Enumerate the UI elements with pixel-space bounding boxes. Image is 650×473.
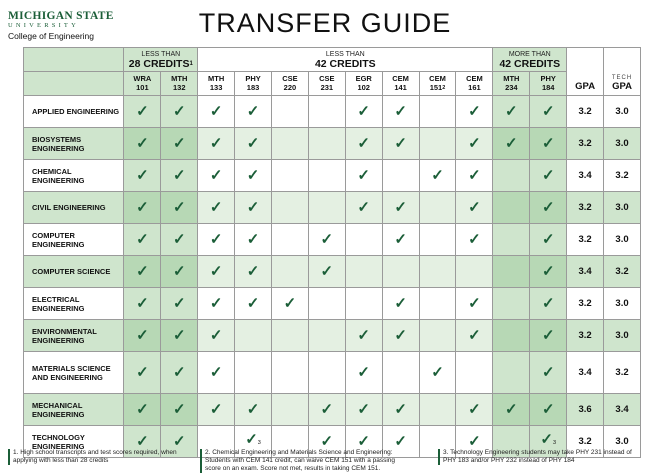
- requirement-cell: [161, 256, 198, 288]
- requirement-cell: [161, 192, 198, 224]
- tech-gpa-value: 3.4: [604, 394, 641, 426]
- check-icon: ✓: [246, 103, 260, 120]
- check-icon: ✓: [431, 364, 444, 381]
- check-icon: ✓: [320, 401, 334, 418]
- tech-gpa-value: 3.2: [604, 256, 641, 288]
- requirement-cell: [530, 288, 567, 320]
- check-icon: ✓: [136, 263, 149, 280]
- requirement-cell: [530, 352, 567, 394]
- requirement-cell: [198, 192, 235, 224]
- requirement-cell: [456, 256, 493, 288]
- requirement-cell: [493, 394, 530, 426]
- requirement-cell: [419, 224, 456, 256]
- requirement-cell: [456, 224, 493, 256]
- requirement-cell: [235, 320, 272, 352]
- footnote-ref: 3: [257, 440, 261, 446]
- requirement-cell: [493, 128, 530, 160]
- check-icon: ✓: [468, 327, 481, 344]
- requirement-cell: [235, 192, 272, 224]
- requirement-cell: [161, 160, 198, 192]
- gpa-value: 3.2: [567, 288, 604, 320]
- check-icon: ✓: [357, 433, 370, 450]
- check-icon: ✓: [246, 231, 260, 248]
- requirement-cell: [456, 352, 493, 394]
- requirement-cell: [419, 320, 456, 352]
- check-icon: ✓: [172, 401, 186, 418]
- requirement-cell: [345, 224, 382, 256]
- tech-gpa-value: 3.0: [604, 96, 641, 128]
- check-icon: ✓: [172, 295, 186, 312]
- requirement-cell: [235, 160, 272, 192]
- requirement-cell: [198, 256, 235, 288]
- requirement-cell: [456, 128, 493, 160]
- requirement-cell: [198, 320, 235, 352]
- requirement-cell: [382, 192, 419, 224]
- requirement-cell: [235, 224, 272, 256]
- check-icon: ✓: [245, 431, 258, 448]
- program-name: CIVIL ENGINEERING: [24, 192, 124, 224]
- logo-name: MICHIGAN STATE: [8, 10, 114, 22]
- table-row: [24, 394, 641, 426]
- requirement-cell: [198, 352, 235, 394]
- requirement-cell: [345, 192, 382, 224]
- check-icon: ✓: [320, 263, 334, 280]
- table-row: [24, 192, 641, 224]
- requirement-cell: [271, 160, 308, 192]
- requirement-cell: [493, 160, 530, 192]
- gpa-value: 3.2: [567, 96, 604, 128]
- requirement-cell: [345, 160, 382, 192]
- check-icon: ✓: [136, 103, 149, 120]
- check-icon: ✓: [394, 327, 407, 344]
- requirement-cell: [419, 160, 456, 192]
- program-name: BIOSYSTEMS ENGINEERING: [24, 128, 124, 160]
- group-header: [124, 48, 198, 72]
- requirement-cell: [345, 96, 382, 128]
- check-icon: ✓: [505, 401, 518, 418]
- program-name: CHEMICAL ENGINEERING: [24, 160, 124, 192]
- course-header: MTH 234: [493, 72, 530, 96]
- requirement-cell: [161, 288, 198, 320]
- gpa-value: 3.2: [567, 320, 604, 352]
- requirement-cell: [124, 320, 161, 352]
- requirement-cell: [235, 96, 272, 128]
- check-icon: ✓: [468, 295, 481, 312]
- tech-gpa-value: 3.2: [604, 352, 641, 394]
- table-row: [24, 128, 641, 160]
- requirement-cell: [235, 352, 272, 394]
- requirement-cell: [308, 160, 345, 192]
- check-icon: ✓: [394, 295, 407, 312]
- program-name: MATERIALS SCIENCE AND ENGINEERING: [24, 352, 124, 394]
- requirement-cell: [271, 96, 308, 128]
- check-icon: ✓: [357, 167, 370, 184]
- check-icon: ✓: [394, 199, 407, 216]
- check-icon: ✓: [320, 433, 334, 450]
- requirement-cell: [124, 192, 161, 224]
- requirement-cell: [161, 96, 198, 128]
- check-icon: ✓: [468, 135, 481, 152]
- check-icon: ✓: [320, 231, 334, 248]
- requirement-cell: [382, 224, 419, 256]
- footnote: 3. Technology Engineering students may take PHY 231 instead of PHY 183 and/or PHY 232 instead of PHY 184: [438, 449, 644, 465]
- requirement-cell: [382, 320, 419, 352]
- check-icon: ✓: [394, 231, 407, 248]
- gpa-header: GPA: [567, 48, 604, 96]
- check-icon: ✓: [541, 263, 555, 280]
- check-icon: ✓: [468, 167, 481, 184]
- check-icon: ✓: [541, 135, 555, 152]
- course-header: PHY 183: [235, 72, 272, 96]
- check-icon: ✓: [357, 364, 370, 381]
- table-row: [24, 224, 641, 256]
- requirement-cell: [198, 160, 235, 192]
- requirement-cell: [198, 288, 235, 320]
- gpa-value: 3.2: [567, 128, 604, 160]
- check-icon: ✓: [357, 135, 370, 152]
- requirement-cell: [493, 320, 530, 352]
- requirement-cell: [308, 320, 345, 352]
- footnote-ref: 3: [552, 440, 557, 446]
- requirement-cell: [419, 394, 456, 426]
- requirement-cell: [493, 256, 530, 288]
- table-row: [24, 352, 641, 394]
- course-header: MTH 132: [161, 72, 198, 96]
- requirement-cell: [124, 256, 161, 288]
- check-icon: ✓: [246, 401, 260, 418]
- requirement-cell: [530, 96, 567, 128]
- check-icon: ✓: [246, 199, 260, 216]
- check-icon: ✓: [394, 103, 407, 120]
- requirement-cell: [271, 320, 308, 352]
- check-icon: ✓: [541, 103, 555, 120]
- check-icon: ✓: [246, 167, 260, 184]
- requirement-cell: [419, 288, 456, 320]
- requirement-cell: [271, 224, 308, 256]
- check-icon: ✓: [209, 327, 223, 344]
- check-icon: ✓: [468, 433, 481, 450]
- requirement-cell: [345, 320, 382, 352]
- gpa-value: 3.2: [567, 192, 604, 224]
- requirement-cell: [271, 288, 308, 320]
- tech-gpa-value: 3.0: [604, 320, 641, 352]
- course-header: CEM $151^2$: [419, 72, 456, 96]
- tech-gpa-value: 3.0: [604, 192, 641, 224]
- check-icon: ✓: [172, 263, 186, 280]
- check-icon: ✓: [283, 295, 297, 312]
- table-row: [24, 96, 641, 128]
- check-icon: ✓: [136, 327, 149, 344]
- check-icon: ✓: [394, 135, 407, 152]
- requirement-cell: [271, 256, 308, 288]
- check-icon: ✓: [136, 401, 149, 418]
- group-label-small: LESS THAN: [325, 51, 365, 58]
- group-label-big: 28 CREDITS$^1$: [128, 58, 193, 70]
- requirement-cell: [456, 192, 493, 224]
- requirement-cell: [308, 96, 345, 128]
- check-icon: ✓: [136, 364, 149, 381]
- check-icon: ✓: [246, 295, 260, 312]
- group-label-small: MORE THAN: [508, 51, 551, 58]
- requirement-cell: [198, 128, 235, 160]
- requirement-cell: [124, 224, 161, 256]
- check-icon: ✓: [468, 103, 481, 120]
- requirement-cell: [308, 128, 345, 160]
- check-icon: ✓: [172, 364, 186, 381]
- group-header: [493, 48, 567, 72]
- requirement-cell: [235, 288, 272, 320]
- tech-gpa-value: 3.0: [604, 224, 641, 256]
- requirement-cell: [382, 256, 419, 288]
- footnote: 1. High school transcripts and test scores required, when applying with less than 28 credits: [8, 449, 178, 465]
- check-icon: ✓: [505, 135, 518, 152]
- requirement-cell: [198, 394, 235, 426]
- requirement-cell: [530, 160, 567, 192]
- tech-gpa-value: 3.0: [604, 128, 641, 160]
- requirement-cell: [124, 96, 161, 128]
- requirement-cell: [124, 128, 161, 160]
- tech-gpa-value: 3.2: [604, 160, 641, 192]
- footnote: 2. Chemical Engineering and Materials Science and Engineering: Students with CEM 141 credit, can waive CEM 151 with a passing score on an exam. Score not met, results in taking CEM 151.: [200, 449, 410, 473]
- requirement-cell: [530, 128, 567, 160]
- transfer-table: [23, 47, 641, 458]
- requirement-cell: [308, 224, 345, 256]
- requirement-cell: [198, 96, 235, 128]
- requirement-cell: [419, 128, 456, 160]
- requirement-cell: [161, 224, 198, 256]
- check-icon: ✓: [172, 433, 186, 450]
- requirement-cell: [271, 192, 308, 224]
- requirement-cell: [271, 394, 308, 426]
- check-icon: ✓: [209, 103, 223, 120]
- check-icon: ✓: [541, 167, 555, 184]
- check-icon: ✓: [209, 401, 223, 418]
- requirement-cell: [198, 224, 235, 256]
- check-icon: ✓: [136, 135, 149, 152]
- page-title: TRANSFER GUIDE: [198, 8, 452, 38]
- course-header: EGR 102: [345, 72, 382, 96]
- requirement-cell: [382, 128, 419, 160]
- requirement-cell: [419, 96, 456, 128]
- check-icon: ✓: [209, 263, 223, 280]
- requirement-cell: [161, 320, 198, 352]
- requirement-cell: [530, 394, 567, 426]
- group-label-big: 42 CREDITS: [314, 58, 376, 70]
- requirement-cell: [271, 352, 308, 394]
- college-name: College of Engineering: [8, 31, 95, 41]
- course-header: CEM 141: [382, 72, 419, 96]
- requirement-cell: [124, 288, 161, 320]
- check-icon: ✓: [468, 231, 481, 248]
- requirement-cell: [308, 288, 345, 320]
- tech-gpa-value: 3.0: [604, 426, 641, 458]
- check-icon: ✓: [136, 295, 149, 312]
- check-icon: ✓: [431, 167, 444, 184]
- requirement-cell: [419, 256, 456, 288]
- corner-cell: [24, 48, 124, 72]
- course-header: CEM 161: [456, 72, 493, 96]
- check-icon: ✓: [357, 327, 370, 344]
- group-label-big: 42 CREDITS: [499, 58, 561, 70]
- check-icon: ✓: [541, 364, 555, 381]
- check-icon: ✓: [136, 433, 149, 450]
- corner-cell: [24, 72, 124, 96]
- program-name: COMPUTER ENGINEERING: [24, 224, 124, 256]
- requirement-cell: [161, 394, 198, 426]
- check-icon: ✓: [136, 167, 149, 184]
- tech-gpa-header: TECH GPA: [604, 48, 641, 96]
- requirement-cell: [345, 352, 382, 394]
- gpa-value: 3.6: [567, 394, 604, 426]
- check-icon: ✓: [172, 135, 186, 152]
- gpa-value: 3.4: [567, 352, 604, 394]
- requirement-cell: [308, 192, 345, 224]
- course-header: MTH 133: [198, 72, 235, 96]
- check-icon: ✓: [394, 433, 407, 450]
- requirement-cell: [345, 256, 382, 288]
- check-icon: ✓: [209, 199, 223, 216]
- gpa-value: 3.4: [567, 256, 604, 288]
- requirement-cell: [419, 352, 456, 394]
- check-icon: ✓: [505, 103, 518, 120]
- program-name: ELECTRICAL ENGINEERING: [24, 288, 124, 320]
- requirement-cell: [345, 128, 382, 160]
- check-icon: ✓: [172, 103, 186, 120]
- gpa-value: 3.2: [567, 224, 604, 256]
- requirement-cell: [161, 352, 198, 394]
- group-header: [198, 48, 493, 72]
- requirement-cell: [493, 352, 530, 394]
- check-icon: ✓: [172, 199, 186, 216]
- requirement-cell: [345, 288, 382, 320]
- logo-sub: UNIVERSITY: [8, 22, 79, 29]
- check-icon: ✓: [172, 327, 186, 344]
- requirement-cell: [530, 320, 567, 352]
- check-icon: ✓: [357, 199, 370, 216]
- gpa-value: 3.4: [567, 160, 604, 192]
- requirement-cell: [456, 160, 493, 192]
- check-icon: ✓: [468, 401, 481, 418]
- table-row: [24, 160, 641, 192]
- requirement-cell: [382, 288, 419, 320]
- requirement-cell: [308, 394, 345, 426]
- group-label-small: LESS THAN: [141, 51, 181, 58]
- check-icon: ✓: [136, 199, 149, 216]
- check-icon: ✓: [541, 231, 555, 248]
- program-name: APPLIED ENGINEERING: [24, 96, 124, 128]
- requirement-cell: [124, 352, 161, 394]
- check-icon: ✓: [468, 199, 481, 216]
- table-row: [24, 288, 641, 320]
- check-icon: ✓: [209, 135, 223, 152]
- requirement-cell: [456, 320, 493, 352]
- table-row: [24, 320, 641, 352]
- table-row: [24, 256, 641, 288]
- requirement-cell: [382, 352, 419, 394]
- requirement-cell: [308, 352, 345, 394]
- check-icon: ✓: [209, 295, 223, 312]
- requirement-cell: [456, 394, 493, 426]
- check-icon: ✓: [209, 231, 223, 248]
- check-icon: ✓: [209, 167, 223, 184]
- check-icon: ✓: [541, 401, 555, 418]
- requirement-cell: [456, 96, 493, 128]
- requirement-cell: [124, 160, 161, 192]
- requirement-cell: [382, 96, 419, 128]
- check-icon: ✓: [541, 327, 555, 344]
- requirement-cell: [493, 96, 530, 128]
- requirement-cell: [382, 394, 419, 426]
- course-header: CSE 231: [308, 72, 345, 96]
- requirement-cell: [530, 224, 567, 256]
- course-header: PHY 184: [530, 72, 567, 96]
- tech-gpa-value: 3.0: [604, 288, 641, 320]
- check-icon: ✓: [394, 401, 407, 418]
- gpa-value: 3.2: [567, 426, 604, 458]
- requirement-cell: [235, 256, 272, 288]
- check-icon: ✓: [172, 167, 186, 184]
- requirement-cell: [235, 128, 272, 160]
- program-name: MECHANICAL ENGINEERING: [24, 394, 124, 426]
- course-header: CSE 220: [271, 72, 308, 96]
- check-icon: ✓: [246, 135, 260, 152]
- program-name: ENVIRONMENTAL ENGINEERING: [24, 320, 124, 352]
- check-icon: ✓: [136, 231, 149, 248]
- requirement-cell: [382, 160, 419, 192]
- check-icon: ✓: [357, 401, 370, 418]
- requirement-cell: [493, 192, 530, 224]
- check-icon: ✓: [172, 231, 186, 248]
- check-icon: ✓: [541, 295, 555, 312]
- course-header: WRA 101: [124, 72, 161, 96]
- requirement-cell: [124, 394, 161, 426]
- requirement-cell: [456, 288, 493, 320]
- program-name: COMPUTER SCIENCE: [24, 256, 124, 288]
- program-name: TECHNOLOGY ENGINEERING: [24, 426, 124, 458]
- check-icon: ✓: [540, 431, 553, 448]
- requirement-cell: [271, 128, 308, 160]
- requirement-cell: [235, 394, 272, 426]
- check-icon: ✓: [209, 364, 223, 381]
- requirement-cell: [493, 224, 530, 256]
- requirement-cell: [530, 192, 567, 224]
- requirement-cell: [345, 394, 382, 426]
- requirement-cell: [161, 128, 198, 160]
- check-icon: ✓: [246, 263, 260, 280]
- requirement-cell: [493, 288, 530, 320]
- requirement-cell: [530, 256, 567, 288]
- check-icon: ✓: [541, 199, 555, 216]
- requirement-cell: [308, 256, 345, 288]
- requirement-cell: [419, 192, 456, 224]
- check-icon: ✓: [357, 103, 370, 120]
